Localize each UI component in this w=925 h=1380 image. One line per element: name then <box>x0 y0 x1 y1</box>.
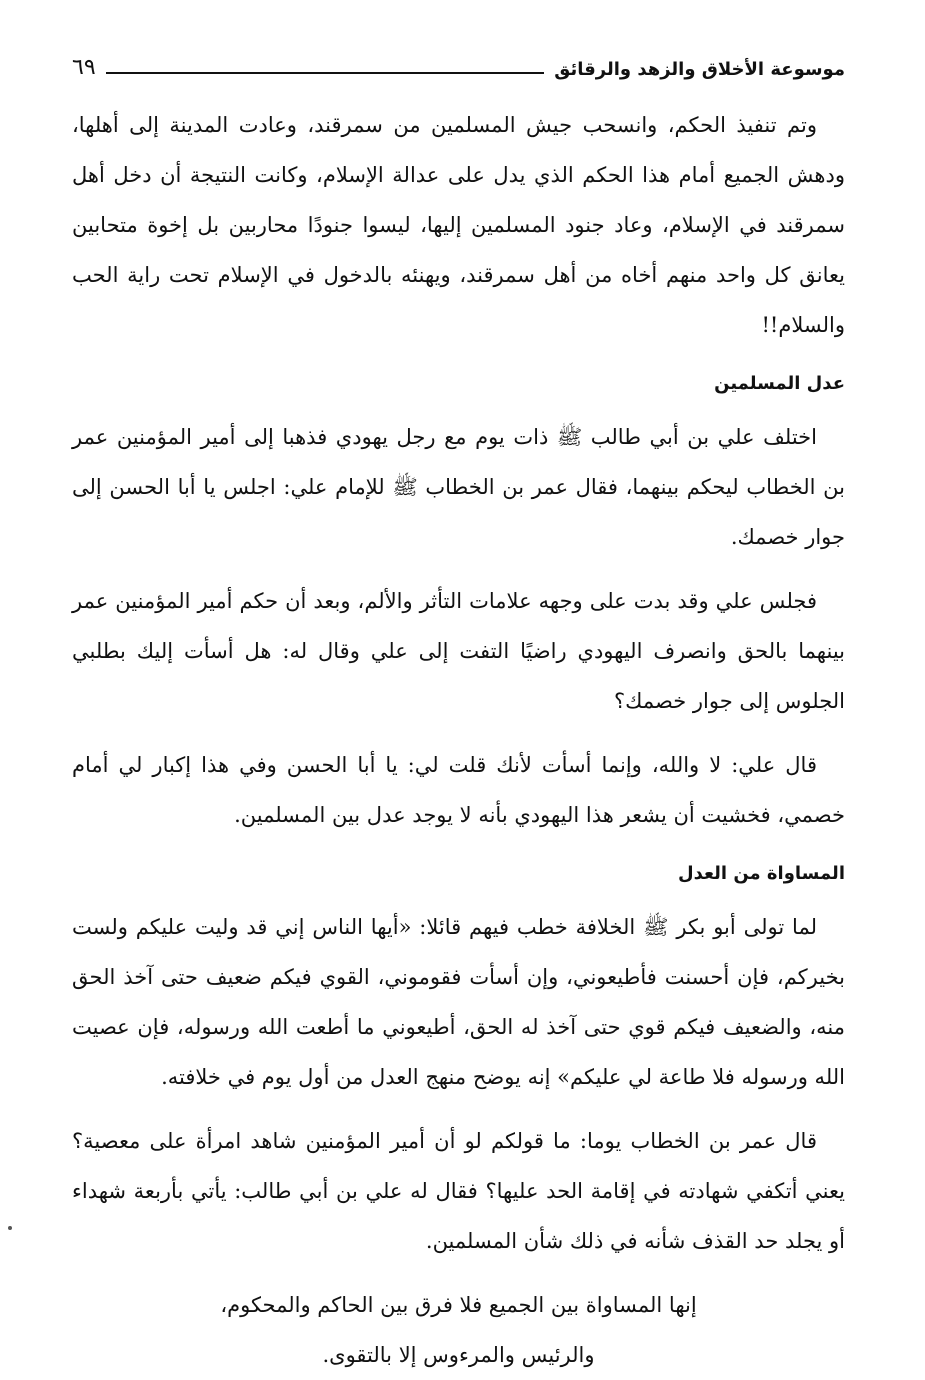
page-number: ٦٩ <box>72 55 96 80</box>
running-header <box>72 44 845 80</box>
closing-verse <box>72 1280 845 1380</box>
section2-paragraph: لما تولى أبو بكر ﷺ الخلافة خطب فيهم قائلا: «أيها الناس إني قد وليت عليكم ولست بخيركم، فإن أحسنت فأطيعوني، وإن أسأت فقوموني، القوي فيكم ضعيف حتى آخذ الحق منه، والضعيف فيكم قوي حتى آخذ له الحق، أطيعوني ما أطعت الله ورسوله، فإن عصيت الله ورسوله فلا طاعة لي عليكم» إنه يوضح منهج العدل من أول يوم في خلافته. <box>72 915 845 1089</box>
page-body <box>72 100 845 1380</box>
section2-paragraph: قال عمر بن الخطاب يوما: ما قولكم لو أن أمير المؤمنين شاهد امرأة على معصية؟ يعني أتكفي شهادته في إقامة الحد عليها؟ فقال له علي بن أبي طالب: يأتي بأربعة شهداء أو يجلد حد القذف شأنه في ذلك شأن المسلمين. <box>72 1129 845 1253</box>
closing-line: والرئيس والمرءوس إلا بالتقوى. <box>322 1343 595 1367</box>
section1-paragraph: قال علي: لا والله، وإنما أسأت لأنك قلت لي: يا أبا الحسن وفي هذا إكبار لي أمام خصمي، فخشيت أن يشعر هذا اليهودي بأنه لا يوجد عدل بين المسلمين. <box>72 753 845 827</box>
header-rule <box>106 72 545 74</box>
section1-paragraph: فجلس علي وقد بدت على وجهه علامات التأثر والألم، وبعد أن حكم أمير المؤمنين عمر بينهما بالحق وانصرف اليهودي راضيًا التفت إلى علي وقال له: هل أسأت إليك بطلبي الجلوس إلى جوار خصمك؟ <box>72 589 845 713</box>
section-heading-justice-of-muslims: عدل المسلمين <box>714 373 845 394</box>
section-heading-equality-from-justice: المساواة من العدل <box>677 863 845 884</box>
header-title: موسوعة الأخلاق والزهد والرقائق <box>554 59 845 80</box>
closing-line: إنها المساواة بين الجميع فلا فرق بين الحاكم والمحكوم، <box>220 1293 697 1317</box>
section1-paragraph: اختلف علي بن أبي طالب ﷺ ذات يوم مع رجل يهودي فذهبا إلى أمير المؤمنين عمر بن الخطاب ليحكم بينهما، فقال عمر بن الخطاب ﷺ للإمام علي: اجلس يا أبا الحسن إلى جوار خصمك. <box>72 425 845 549</box>
scan-speck <box>8 1226 12 1230</box>
intro-paragraph: وتم تنفيذ الحكم، وانسحب جيش المسلمين من سمرقند، وعادت المدينة إلى أهلها، ودهش الجميع أمام هذا الحكم الذي يدل على عدالة الإسلام، وكانت النتيجة أن دخل أهل سمرقند في الإسلام، وعاد جنود المسلمين إليها، ليسوا جنودًا محاربين بل إخوة متحابين يعانق كل واحد منهم أخاه من أهل سمرقند، ويهنئه بالدخول في الإسلام تحت راية الحب والسلام!! <box>72 113 845 337</box>
